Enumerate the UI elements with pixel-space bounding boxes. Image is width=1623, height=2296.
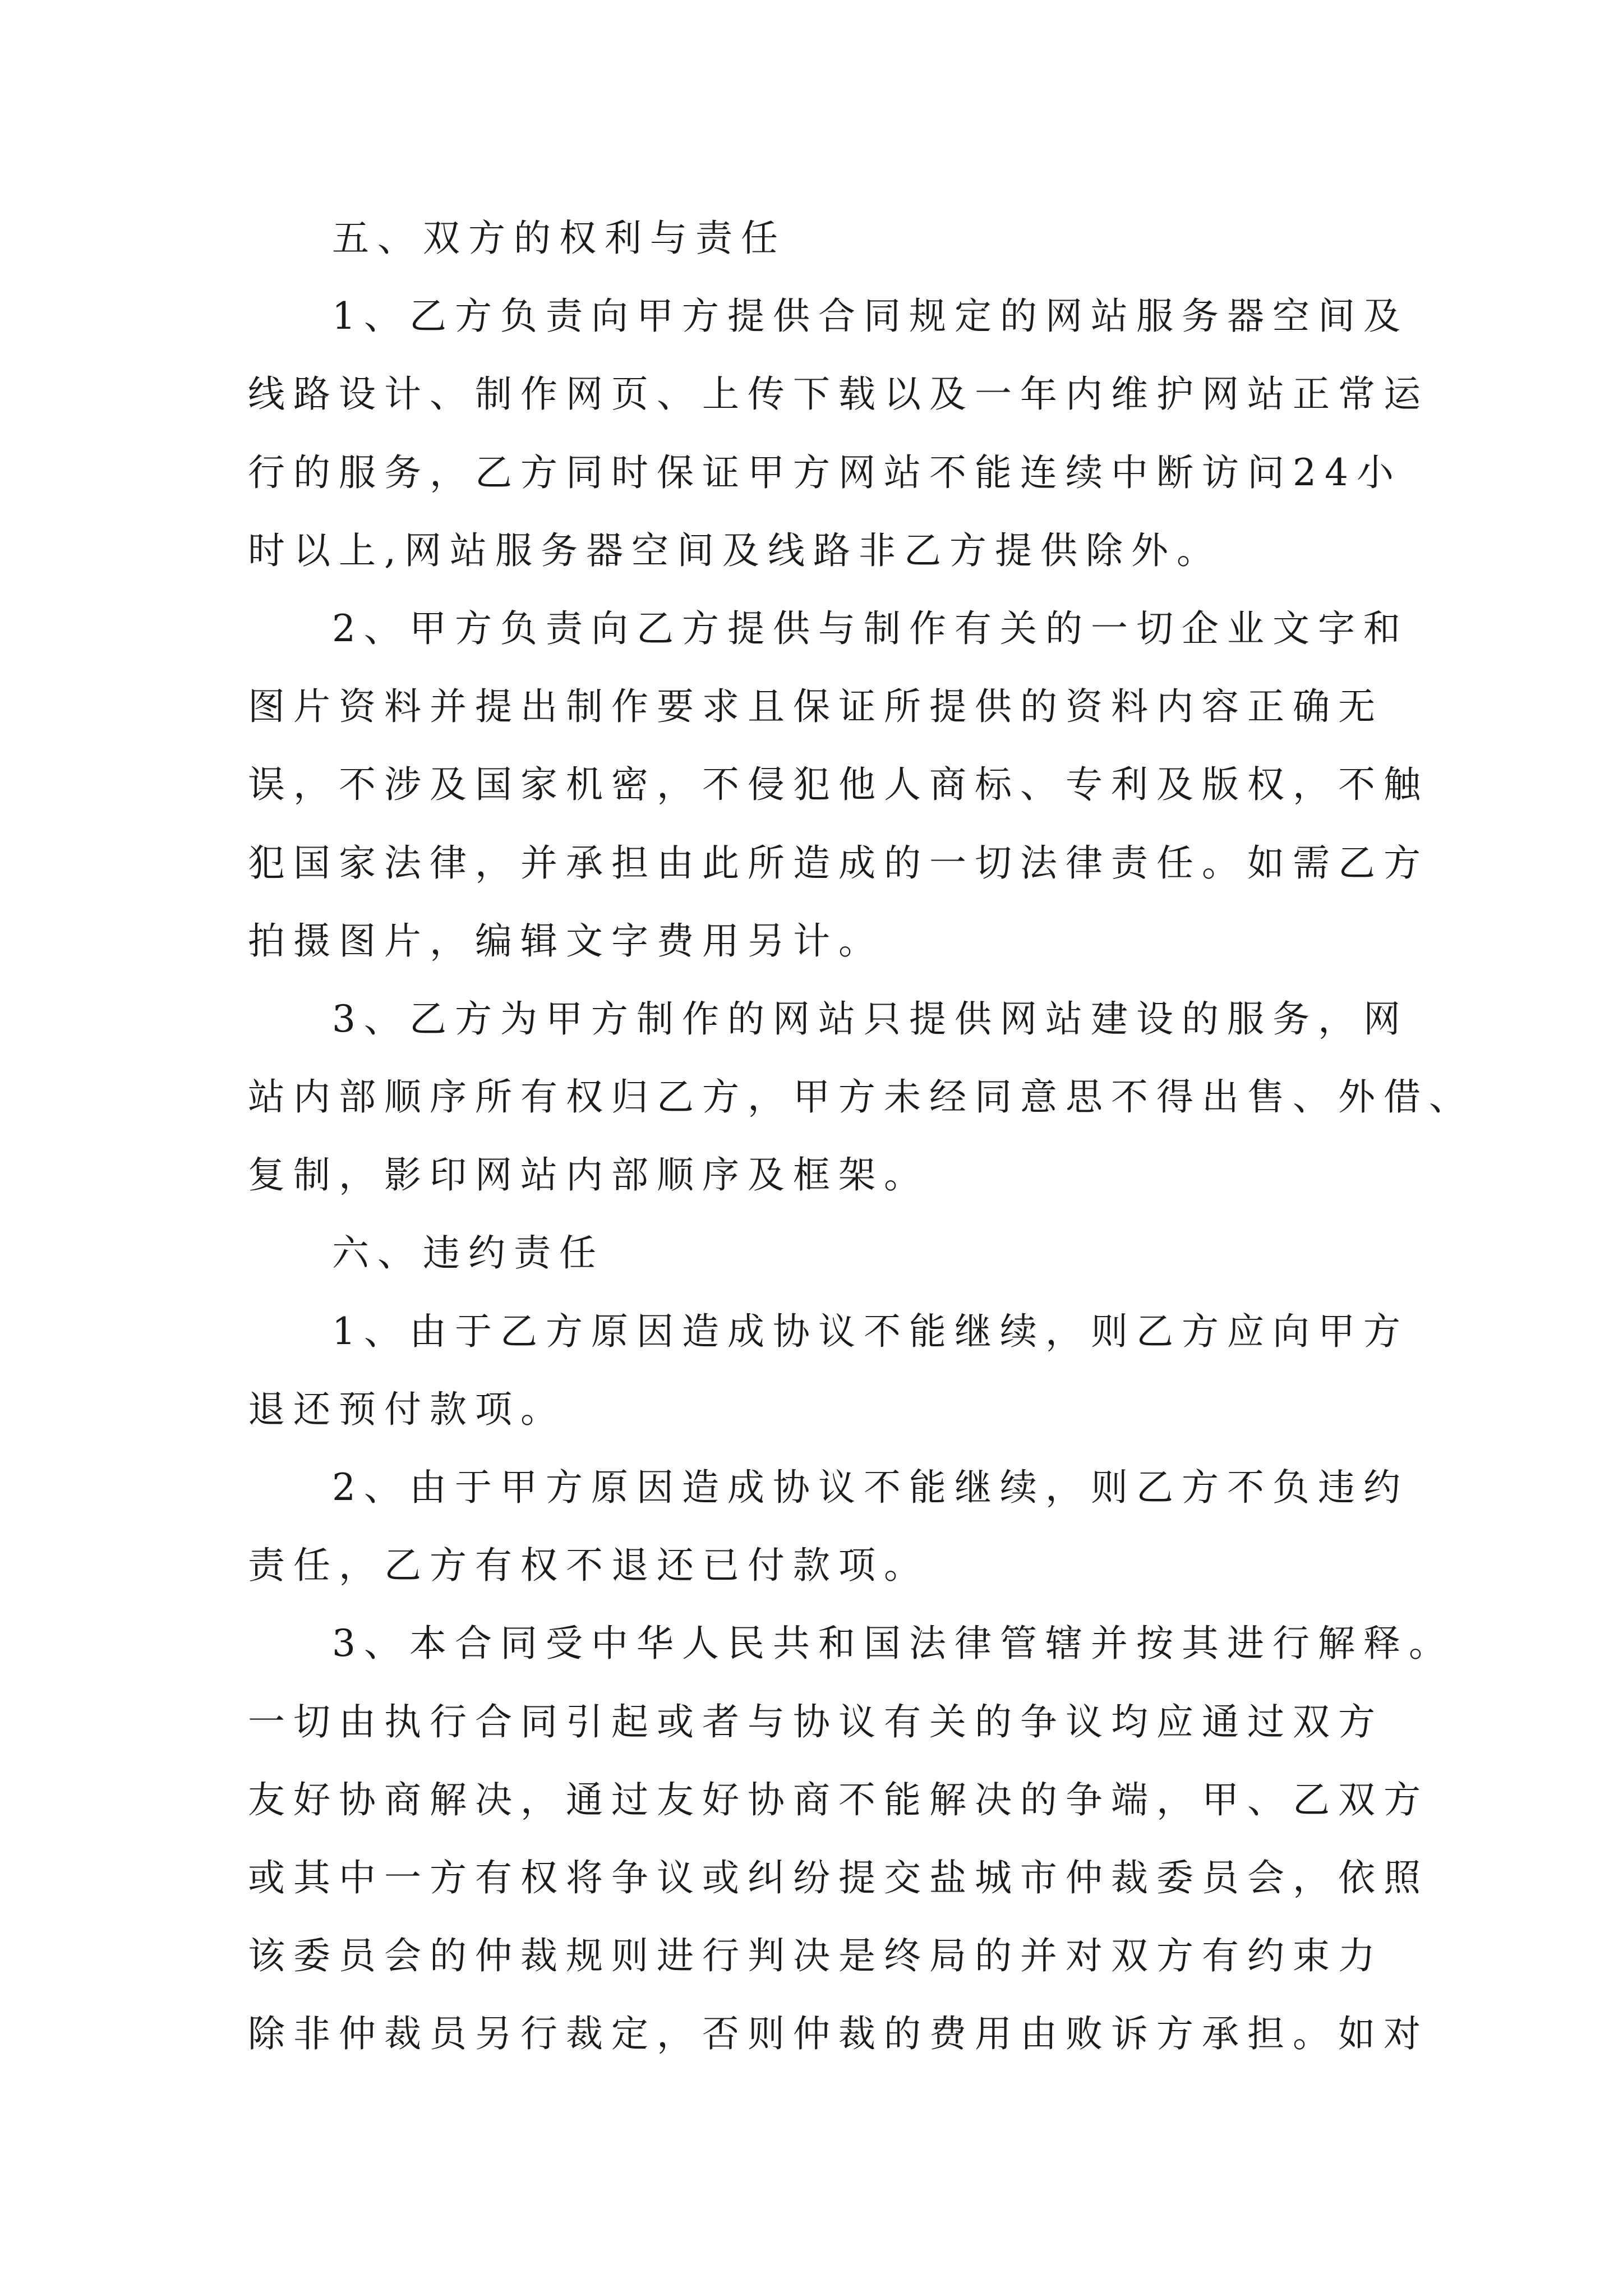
paragraph-line: 退还预付款项。 [248,1387,566,1431]
paragraph-line: 该委员会的仲裁规则进行判决是终局的并对双方有约束力 [248,1934,1384,1978]
paragraph-line: 犯国家法律，并承担由此所造成的一切法律责任。如需乙方 [248,841,1429,885]
paragraph-line: 1、乙方负责向甲方提供合同规定的网站服务器空间及 [332,295,1409,338]
paragraph-line: 复制，影印网站内部顺序及框架。 [248,1153,929,1197]
document-body [248,199,1474,2073]
paragraph-line: 或其中一方有权将争议或纠纷提交盐城市仲裁委员会，依照 [248,1856,1429,1899]
paragraph-line: 2、由于甲方原因造成协议不能继续，则乙方不负违约 [332,1466,1409,1509]
paragraph-line: 1、由于乙方原因造成协议不能继续，则乙方应向甲方 [332,1309,1409,1353]
paragraph-line: 3、乙方为甲方制作的网站只提供网站建设的服务，网 [332,997,1409,1041]
paragraph-line: 误，不涉及国家机密，不侵犯他人商标、专利及版权，不触 [248,763,1429,807]
section-heading-breach: 六、违约责任 [332,1231,605,1275]
paragraph-line: 行的服务，乙方同时保证甲方网站不能连续中断访问24小 [248,450,1402,494]
paragraph-line: 时以上,网站服务器空间及线路非乙方提供除外。 [248,528,1222,572]
paragraph-line: 2、甲方负责向乙方提供与制作有关的一切企业文字和 [332,606,1409,650]
paragraph-line: 友好协商解决，通过友好协商不能解决的争端，甲、乙双方 [248,1778,1429,1821]
paragraph-line: 线路设计、制作网页、上传下载以及一年内维护网站正常运 [248,372,1429,416]
paragraph-line: 站内部顺序所有权归乙方，甲方未经同意思不得出售、外借、 [248,1075,1474,1119]
paragraph-line: 责任，乙方有权不退还已付款项。 [248,1544,929,1588]
section-heading-rights: 五、双方的权利与责任 [332,217,786,260]
paragraph-line: 图片资料并提出制作要求且保证所提供的资料内容正确无 [248,685,1384,729]
paragraph-line: 3、本合同受中华人民共和国法律管辖并按其进行解释。 [332,1622,1454,1665]
paragraph-line: 除非仲裁员另行裁定，否则仲裁的费用由败诉方承担。如对 [248,2012,1429,2056]
paragraph-line: 一切由执行合同引起或者与协议有关的争议均应通过双方 [248,1700,1384,1743]
paragraph-line: 拍摄图片，编辑文字费用另计。 [248,919,884,963]
